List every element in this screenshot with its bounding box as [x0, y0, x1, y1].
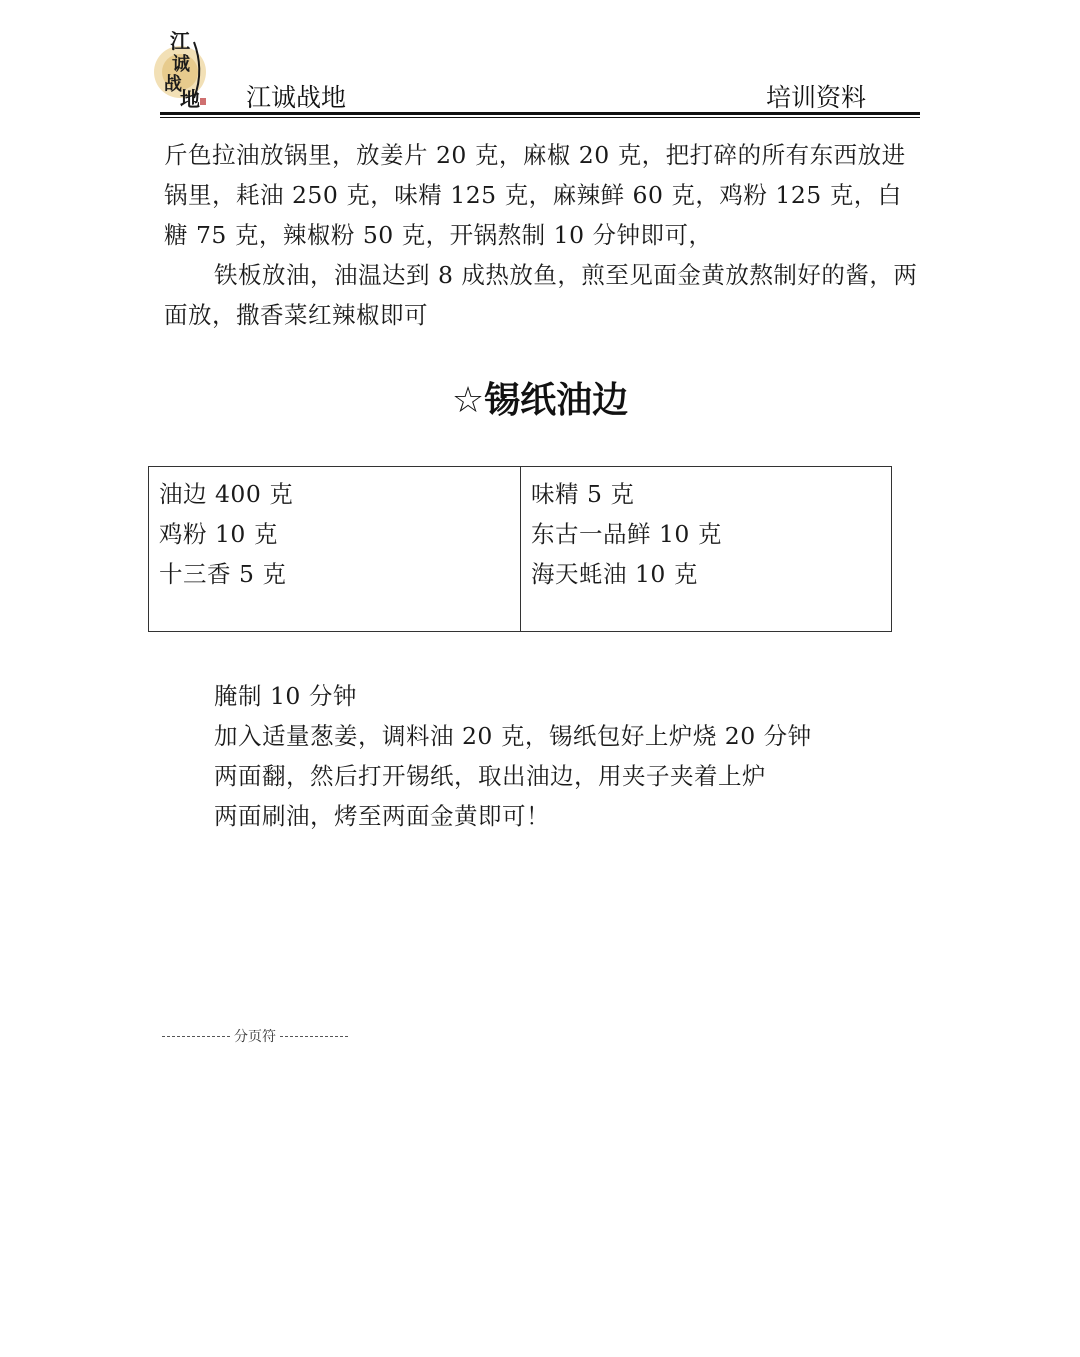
intro-paragraph-1: 斤色拉油放锅里，放姜片 20 克，麻椒 20 克，把打碎的所有东西放进锅里，耗油 250 克，味精 125 克，麻辣鲜 60 克，鸡粉 125 克，白糖 75 克，辣椒粉 50 克，开锅熬制 10 分钟即可， — [164, 141, 906, 249]
section-title: ☆锡纸油边 — [451, 380, 629, 421]
step-line: 腌制 10 分钟 — [214, 682, 357, 710]
ingredients-right-column — [520, 467, 891, 631]
intro-text — [164, 135, 924, 335]
page-break-dash-left — [162, 1036, 230, 1037]
intro-paragraph-2: 铁板放油，油温达到 8 成热放鱼，煎至见面金黄放熬制好的酱，两面放，撒香菜红辣椒即可 — [164, 261, 918, 329]
ingredient-item: 鸡粉 10 克 — [159, 520, 278, 548]
page-break-label: 分页符 — [234, 1029, 276, 1045]
step-line: 两面刷油，烤至两面金黄即可！ — [214, 802, 550, 830]
ingredient-item: 油边 400 克 — [159, 480, 294, 508]
header-rule — [160, 112, 920, 115]
preparation-steps — [214, 676, 914, 836]
page-break-dash-right — [280, 1036, 348, 1037]
svg-text:诚: 诚 — [172, 54, 190, 75]
header-brand-name: 江诚战地 — [246, 83, 347, 112]
ingredient-item: 东古一品鲜 10 克 — [531, 520, 722, 548]
svg-text:江: 江 — [170, 29, 190, 53]
svg-text:战: 战 — [164, 74, 182, 95]
step-line: 加入适量葱姜，调料油 20 克，锡纸包好上炉烧 20 分钟 — [214, 722, 812, 750]
header-rule-thin — [160, 117, 920, 118]
brand-logo — [150, 28, 214, 112]
page-break-marker — [162, 1026, 348, 1046]
ingredient-item: 味精 5 克 — [531, 480, 635, 508]
header-doc-type: 培训资料 — [766, 83, 867, 112]
ingredients-table — [148, 466, 892, 632]
ingredients-left-column — [149, 467, 520, 631]
ingredient-item: 海天蚝油 10 克 — [531, 560, 698, 588]
svg-text:地: 地 — [180, 87, 200, 111]
ingredient-item: 十三香 5 克 — [159, 560, 287, 588]
step-line: 两面翻，然后打开锡纸，取出油边，用夹子夹着上炉 — [214, 762, 766, 790]
